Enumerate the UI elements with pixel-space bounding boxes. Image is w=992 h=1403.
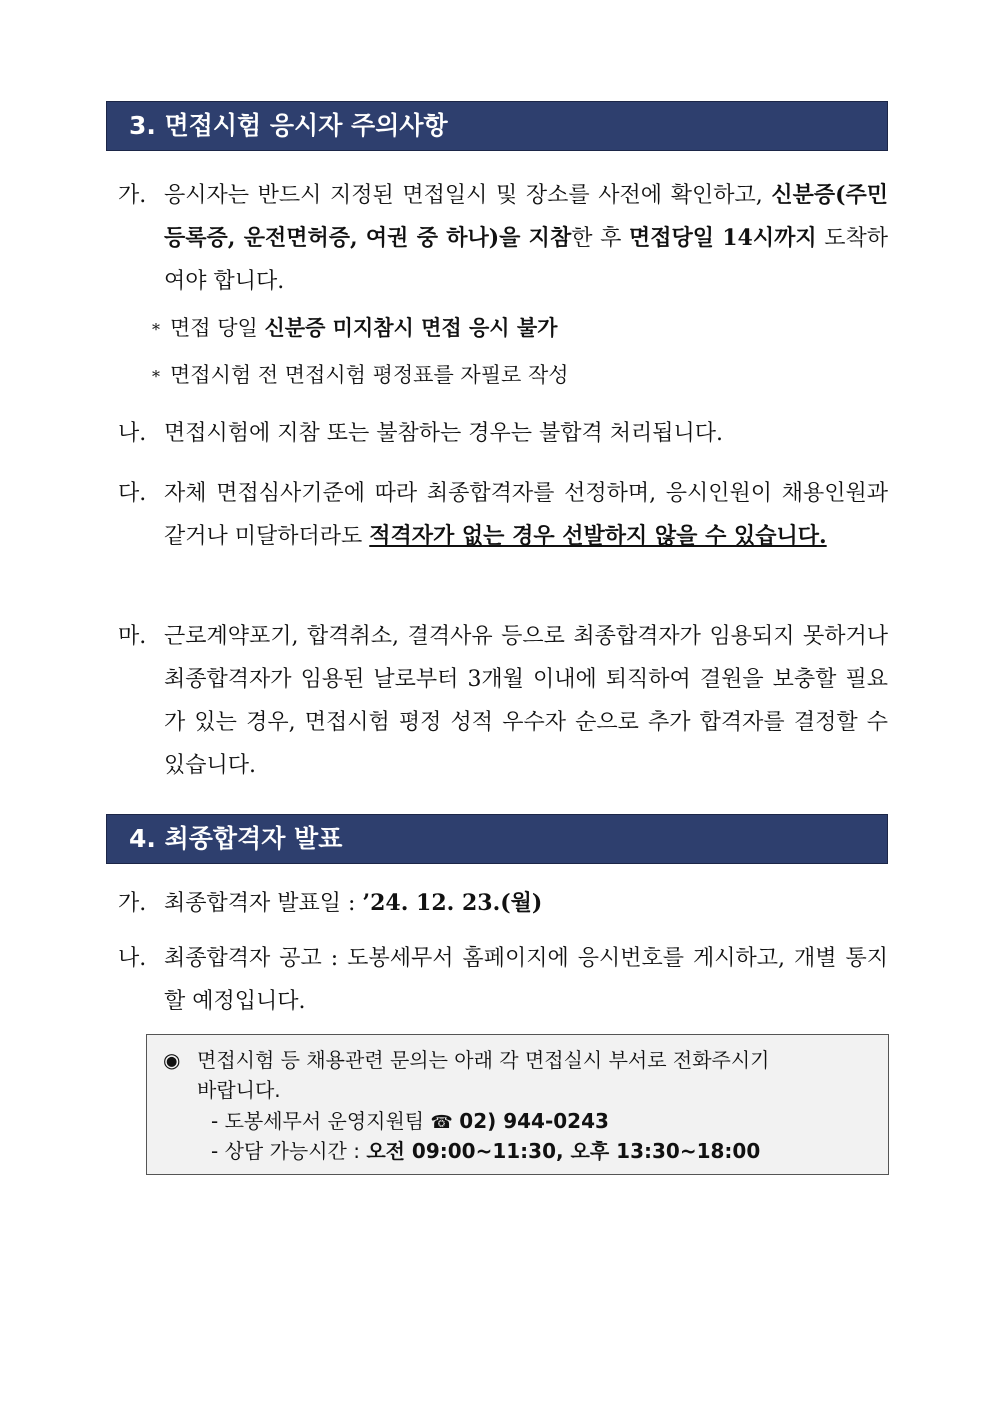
item-marker: 나. <box>118 946 147 971</box>
section-3-item-na <box>118 412 888 455</box>
section-3-item-da <box>118 472 888 558</box>
contact-line-2: 바랍니다. <box>197 1078 281 1102</box>
item-text: 근로계약포기, 합격취소, 결격사유 등으로 최종합격자가 임용되지 못하거나 최종합격자가 임용된 날로부터 3개월 이내에 퇴직하여 결원을 보충할 필요가 있는 경우, 면접시험 평정 성적 우수자 순으로 추가 합격자를 결정할 수 있습니다. <box>164 624 888 778</box>
asterisk-icon: * <box>152 366 160 386</box>
no-selection-notice: 적격자가 없는 경우 선발하지 않을 수 있습니다. <box>369 523 827 549</box>
item-marker: 가. <box>118 891 147 916</box>
section-3-header <box>106 101 888 151</box>
contact-line-1: 면접시험 등 채용관련 문의는 아래 각 면접실시 부서로 전화주시기 <box>197 1048 770 1072</box>
id-card-requirement: 신분증(주민등록증, 운전면허증, 여권 중 하나)을 지참 <box>164 182 888 251</box>
item-marker: 다. <box>118 481 147 506</box>
section-4-title: 4. 최종합격자 발표 <box>129 824 343 853</box>
item-marker: 나. <box>118 421 147 446</box>
section-4-item-na <box>118 937 888 1023</box>
section-3-item-ga <box>118 174 888 303</box>
item-text: 자체 면접심사기준에 따라 최종합격자를 선정하며, 응시인원이 채용인원과 같거나 미달하더라도 적격자가 없는 경우 선발하지 않을 수 있습니다. <box>164 481 888 549</box>
note-score-sheet: * 면접시험 전 면접시험 평정표를 자필로 작성 <box>152 363 569 387</box>
phone-icon: ☎ <box>430 1112 453 1133</box>
item-text: 응시자는 반드시 지정된 면접일시 및 장소를 사전에 확인하고, 신분증(주민등록증, 운전면허증, 여권 중 하나)을 지참한 후 면접당일 14시까지 도착하여야 합니다. <box>164 182 889 294</box>
item-text: 최종합격자 발표일 : ’24. 12. 23.(월) <box>164 890 543 916</box>
arrival-deadline: 면접당일 14시까지 <box>628 225 817 251</box>
asterisk-icon: * <box>152 319 160 339</box>
note-id-card: * 면접 당일 신분증 미지참시 면접 응시 불가 <box>152 315 558 340</box>
section-3-item-ma <box>118 615 888 787</box>
contact-department: - 도봉세무서 운영지원팀 ☎ 02) 944-0243 <box>211 1109 609 1133</box>
item-text: 면접시험에 지참 또는 불참하는 경우는 불합격 처리됩니다. <box>164 421 724 446</box>
contact-hours: - 상담 가능시간 : 오전 09:00~11:30, 오후 13:30~18:00 <box>211 1139 761 1163</box>
section-4-header <box>106 814 888 864</box>
item-marker: 마. <box>118 624 147 649</box>
item-marker: 가. <box>118 183 147 208</box>
item-text: 최종합격자 공고 : 도봉세무서 홈페이지에 응시번호를 게시하고, 개별 통지할 예정입니다. <box>164 946 888 1014</box>
consultation-hours: 오전 09:00~11:30, 오후 13:30~18:00 <box>366 1139 761 1163</box>
announcement-date: ’24. 12. 23.(월) <box>362 890 543 916</box>
contact-info-box <box>146 1034 889 1175</box>
contact-phone: 02) 944-0243 <box>459 1109 609 1133</box>
section-4-item-ga <box>118 882 888 925</box>
section-3-title: 3. 면접시험 응시자 주의사항 <box>129 111 448 140</box>
fisheye-bullet-icon: ◉ <box>163 1048 181 1072</box>
